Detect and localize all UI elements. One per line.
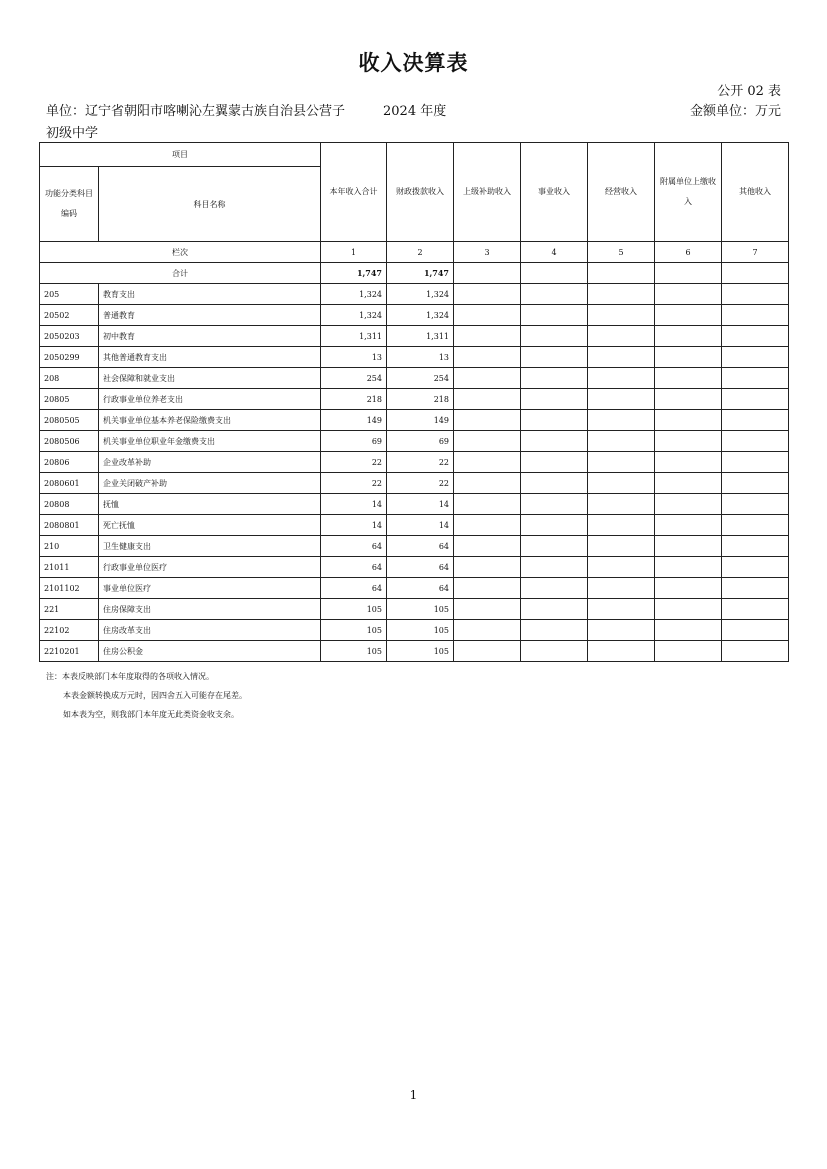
empty-cell [722,452,789,473]
row-code: 20805 [40,389,99,410]
row-code: 2080505 [40,410,99,431]
row-fiscal: 105 [387,599,454,620]
table-row [40,536,789,557]
table-row [40,368,789,389]
total-income-value: 1,747 [321,263,387,284]
unit-name: 单位：辽宁省朝阳市喀喇沁左翼蒙古族自治县公营子初级中学 [46,104,346,141]
row-total-income: 22 [321,452,387,473]
empty-cell [588,305,655,326]
row-total-income: 14 [321,494,387,515]
empty-cell [454,473,521,494]
table-row [40,305,789,326]
empty-cell [588,494,655,515]
empty-cell [588,368,655,389]
header-operating: 经营收入 [588,143,655,242]
empty-cell [521,347,588,368]
row-subject-name: 其他普通教育支出 [99,347,321,368]
notes [46,667,247,724]
empty-cell [454,599,521,620]
row-total-income: 105 [321,599,387,620]
page-title: 收入决算表 [358,51,469,75]
row-subject-name: 住房保障支出 [99,599,321,620]
row-code: 20808 [40,494,99,515]
row-code: 2050203 [40,326,99,347]
empty-cell [454,305,521,326]
empty-cell [588,263,655,284]
empty-cell [588,641,655,662]
empty-cell [588,515,655,536]
money-unit: 金额单位：万元 [689,104,781,119]
table-row [40,599,789,620]
column-index: 7 [722,242,789,263]
empty-cell [454,284,521,305]
table-row [40,515,789,536]
empty-cell [722,284,789,305]
empty-cell [722,305,789,326]
empty-cell [454,452,521,473]
row-total-income: 64 [321,536,387,557]
empty-cell [454,515,521,536]
empty-cell [722,578,789,599]
table-row [40,431,789,452]
empty-cell [588,389,655,410]
row-total-income: 254 [321,368,387,389]
empty-cell [722,368,789,389]
row-total-income: 13 [321,347,387,368]
empty-cell [722,557,789,578]
row-subject-name: 普通教育 [99,305,321,326]
empty-cell [454,347,521,368]
row-subject-name: 事业单位医疗 [99,578,321,599]
note-line: 如本表为空，则我部门本年度无此类资金收支余。 [63,710,239,719]
row-fiscal: 254 [387,368,454,389]
row-fiscal: 149 [387,410,454,431]
empty-cell [454,578,521,599]
column-index-row [40,242,789,263]
empty-cell [655,599,722,620]
empty-cell [722,515,789,536]
column-index: 4 [521,242,588,263]
empty-cell [521,431,588,452]
header-superior: 上级补助收入 [454,143,521,242]
empty-cell [454,536,521,557]
total-fiscal-value: 1,747 [387,263,454,284]
row-fiscal: 1,324 [387,284,454,305]
row-code: 2080801 [40,515,99,536]
row-code: 20502 [40,305,99,326]
empty-cell [655,410,722,431]
row-code: 20806 [40,452,99,473]
row-code: 2080601 [40,473,99,494]
table-row [40,452,789,473]
empty-cell [655,452,722,473]
empty-cell [521,263,588,284]
row-fiscal: 22 [387,473,454,494]
row-fiscal: 105 [387,620,454,641]
header-fiscal: 财政拨款收入 [387,143,454,242]
empty-cell [588,431,655,452]
empty-cell [588,452,655,473]
empty-cell [722,473,789,494]
empty-cell [521,557,588,578]
row-fiscal: 1,324 [387,305,454,326]
table-row [40,347,789,368]
row-code: 205 [40,284,99,305]
empty-cell [521,494,588,515]
row-total-income: 1,324 [321,305,387,326]
empty-cell [521,620,588,641]
table-row [40,473,789,494]
row-code: 221 [40,599,99,620]
row-code: 21011 [40,557,99,578]
header-affiliated: 附属单位上缴收入 [655,143,722,242]
row-total-income: 14 [321,515,387,536]
empty-cell [588,620,655,641]
empty-cell [588,599,655,620]
empty-cell [655,557,722,578]
empty-cell [454,410,521,431]
note-line: 注：本表反映部门本年度取得的各项收入情况。 [46,672,214,681]
row-total-income: 69 [321,431,387,452]
row-subject-name: 机关事业单位职业年金缴费支出 [99,431,321,452]
row-subject-name: 行政事业单位养老支出 [99,389,321,410]
empty-cell [722,536,789,557]
empty-cell [588,410,655,431]
empty-cell [454,326,521,347]
empty-cell [454,263,521,284]
column-index: 1 [321,242,387,263]
empty-cell [722,326,789,347]
row-fiscal: 14 [387,494,454,515]
row-total-income: 22 [321,473,387,494]
empty-cell [521,452,588,473]
table-row [40,410,789,431]
row-total-income: 64 [321,557,387,578]
page-number: 1 [409,1088,418,1102]
row-total-income: 149 [321,410,387,431]
empty-cell [454,368,521,389]
empty-cell [722,410,789,431]
empty-cell [655,326,722,347]
empty-cell [521,515,588,536]
row-subject-name: 抚恤 [99,494,321,515]
table-row [40,641,789,662]
empty-cell [521,305,588,326]
table-row [40,326,789,347]
row-code: 210 [40,536,99,557]
row-total-income: 218 [321,389,387,410]
empty-cell [521,326,588,347]
row-subject-name: 社会保障和就业支出 [99,368,321,389]
header-func-code: 功能分类科目编码 [40,167,99,242]
table-row [40,284,789,305]
row-subject-name: 行政事业单位医疗 [99,557,321,578]
row-subject-name: 卫生健康支出 [99,536,321,557]
row-code: 22102 [40,620,99,641]
row-fiscal: 64 [387,536,454,557]
row-code: 2101102 [40,578,99,599]
empty-cell [588,284,655,305]
empty-cell [521,641,588,662]
empty-cell [655,494,722,515]
empty-cell [521,473,588,494]
empty-cell [655,368,722,389]
header-item: 项目 [40,143,321,167]
empty-cell [588,578,655,599]
row-subject-name: 死亡抚恤 [99,515,321,536]
empty-cell [588,557,655,578]
row-subject-name: 企业改革补助 [99,452,321,473]
empty-cell [722,641,789,662]
table-row [40,620,789,641]
empty-cell [655,431,722,452]
empty-cell [588,536,655,557]
header-business: 事业收入 [521,143,588,242]
row-fiscal: 64 [387,557,454,578]
empty-cell [655,641,722,662]
empty-cell [655,578,722,599]
table-row [40,389,789,410]
row-total-income: 105 [321,641,387,662]
header-subject-name: 科目名称 [99,167,321,242]
row-subject-name: 住房改革支出 [99,620,321,641]
empty-cell [722,431,789,452]
empty-cell [454,431,521,452]
column-index: 5 [588,242,655,263]
empty-cell [588,473,655,494]
row-subject-name: 机关事业单位基本养老保险缴费支出 [99,410,321,431]
row-fiscal: 218 [387,389,454,410]
empty-cell [454,620,521,641]
total-label: 合计 [40,263,321,284]
empty-cell [588,326,655,347]
empty-cell [454,641,521,662]
empty-cell [722,494,789,515]
column-index: 2 [387,242,454,263]
row-fiscal: 69 [387,431,454,452]
row-subject-name: 住房公积金 [99,641,321,662]
empty-cell [521,368,588,389]
row-code: 2210201 [40,641,99,662]
empty-cell [655,620,722,641]
empty-cell [521,578,588,599]
empty-cell [722,620,789,641]
empty-cell [655,536,722,557]
row-subject-name: 教育支出 [99,284,321,305]
note-line: 本表金额转换成万元时，因四舍五入可能存在尾差。 [63,691,247,700]
empty-cell [722,347,789,368]
empty-cell [521,410,588,431]
header-total-income: 本年收入合计 [321,143,387,242]
row-subject-name: 企业关闭破产补助 [99,473,321,494]
empty-cell [588,347,655,368]
fiscal-year: 2024 年度 [383,104,447,119]
row-total-income: 64 [321,578,387,599]
empty-cell [655,263,722,284]
row-total-income: 1,311 [321,326,387,347]
row-code: 2080506 [40,431,99,452]
row-fiscal: 1,311 [387,326,454,347]
empty-cell [655,305,722,326]
row-code: 208 [40,368,99,389]
column-index-label: 栏次 [40,242,321,263]
column-index: 6 [655,242,722,263]
row-subject-name: 初中教育 [99,326,321,347]
row-fiscal: 22 [387,452,454,473]
empty-cell [655,515,722,536]
empty-cell [722,263,789,284]
empty-cell [722,389,789,410]
empty-cell [521,389,588,410]
empty-cell [521,284,588,305]
table-row [40,557,789,578]
empty-cell [454,494,521,515]
row-fiscal: 64 [387,578,454,599]
header-other: 其他收入 [722,143,789,242]
row-fiscal: 105 [387,641,454,662]
table-row [40,578,789,599]
total-row [40,263,789,284]
row-code: 2050299 [40,347,99,368]
empty-cell [655,473,722,494]
empty-cell [722,599,789,620]
form-number: 公开 02 表 [717,84,781,99]
empty-cell [454,557,521,578]
row-total-income: 1,324 [321,284,387,305]
row-fiscal: 14 [387,515,454,536]
table-row [40,494,789,515]
empty-cell [655,347,722,368]
empty-cell [521,536,588,557]
empty-cell [521,599,588,620]
income-table [39,142,789,662]
empty-cell [655,389,722,410]
row-fiscal: 13 [387,347,454,368]
empty-cell [655,284,722,305]
empty-cell [454,389,521,410]
column-index: 3 [454,242,521,263]
row-total-income: 105 [321,620,387,641]
